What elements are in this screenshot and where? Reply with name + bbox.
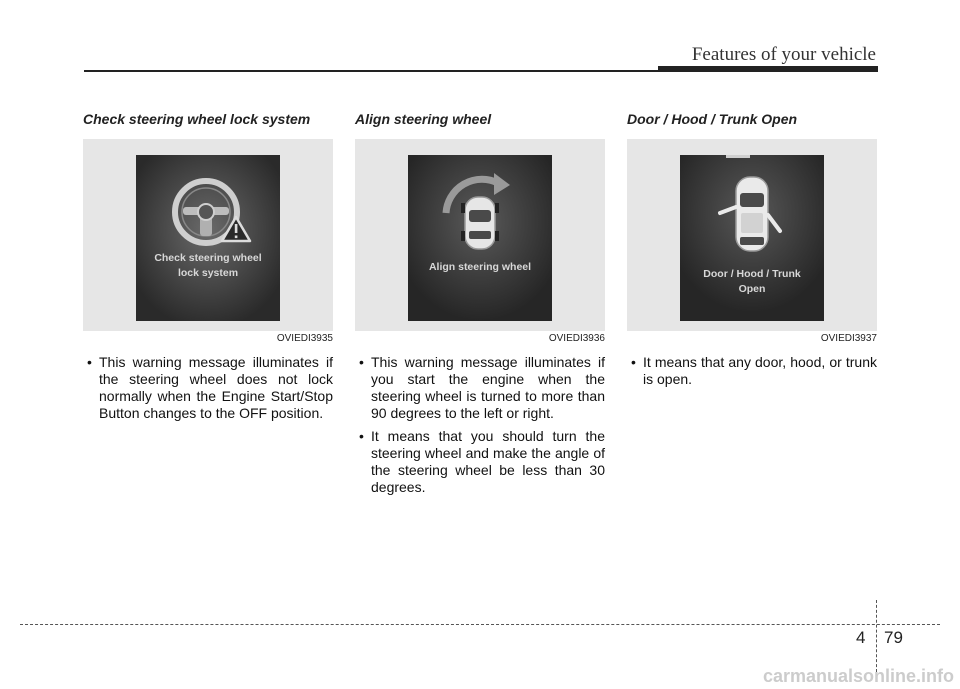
display-message-line2: lock system	[177, 267, 239, 279]
footer-divider	[876, 600, 877, 672]
section-steering-lock	[83, 110, 333, 428]
bullet-item: • It means that you should turn the steering wheel and make the angle of the steering wheel be less than 30 degrees.	[355, 428, 605, 496]
cluster-display	[680, 155, 824, 321]
car-rotate-icon	[408, 155, 552, 321]
cluster-display	[136, 155, 280, 321]
footer-rule	[20, 624, 940, 625]
section-title: Align steering wheel	[355, 111, 492, 127]
bullet-list	[355, 354, 605, 496]
cluster-display	[408, 155, 552, 321]
bullet-list	[627, 354, 877, 388]
bullet-list	[83, 354, 333, 422]
section-align-steering	[355, 110, 605, 502]
display-message-line2: Open	[738, 283, 766, 295]
figure-steering-lock	[83, 139, 333, 331]
bullet-item: • It means that any door, hood, or trunk is open.	[627, 354, 877, 388]
watermark: carmanualsonline.info	[762, 666, 954, 686]
figure-door-open	[627, 139, 877, 331]
bullet-item: • This warning message illuminates if the steering wheel does not lock normally when the Engine Start/Stop Button changes to the OFF position.	[83, 354, 333, 422]
header-title: Features of your vehicle	[691, 44, 876, 65]
figure-code: OVIEDI3937	[820, 333, 877, 344]
bullet-item: • This warning message illuminates if you start the engine when the steering wheel is turned to more than 90 degrees to the left or right.	[355, 354, 605, 422]
display-message: Align steering wheel	[428, 261, 532, 273]
figure-code: OVIEDI3935	[276, 333, 333, 344]
figure-code: OVIEDI3936	[548, 333, 605, 344]
display-message-line1: Door / Hood / Trunk	[703, 268, 801, 280]
page-number: 79	[884, 628, 903, 647]
header-rule-accent	[658, 66, 878, 71]
section-door-open	[627, 110, 877, 394]
section-title: Check steering wheel lock system	[83, 111, 311, 127]
display-message-line1: Check steering wheel	[154, 252, 262, 264]
section-title: Door / Hood / Trunk Open	[627, 111, 798, 127]
chapter-number: 4	[856, 628, 866, 647]
figure-align-steering	[355, 139, 605, 331]
steering-wheel-warning-icon	[136, 155, 280, 321]
